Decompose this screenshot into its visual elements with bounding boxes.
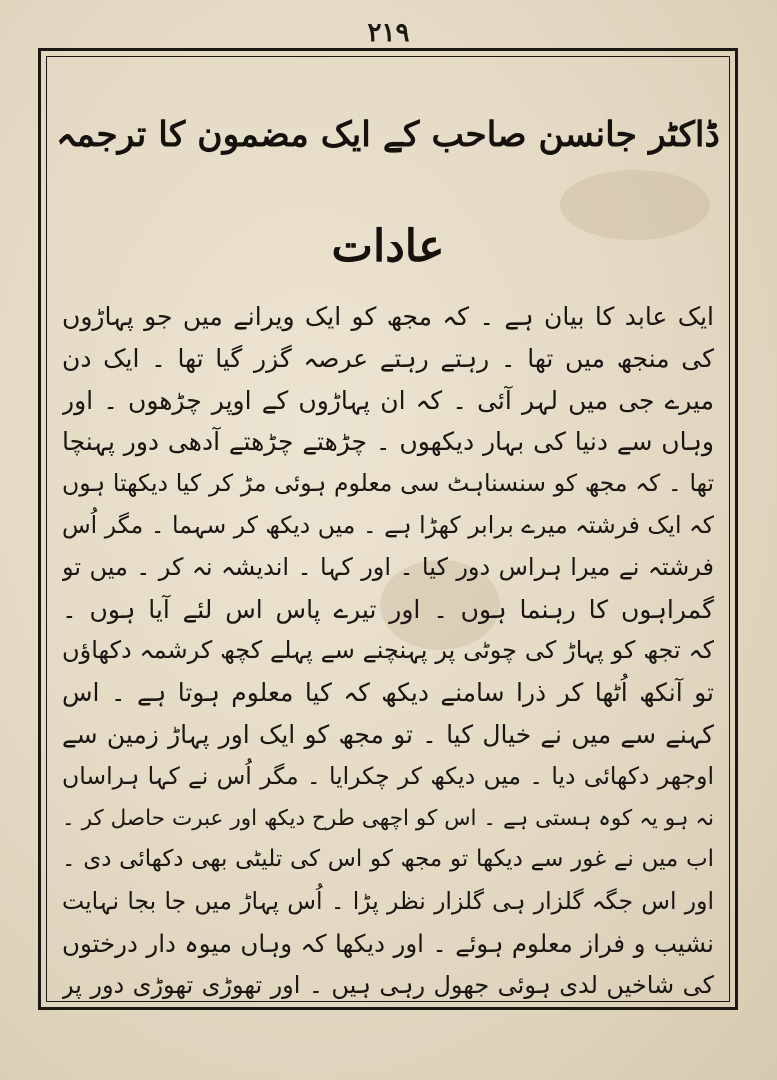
- body-line: میرے جی میں لہر آئی ۔ کہ ان پہاڑوں کے اوپر چڑھوں ۔ اور: [62, 385, 714, 415]
- body-line: کی منجھ میں تھا ۔ رہتے رہتے عرصہ گزر گیا تھا ۔ ایک دن: [62, 343, 714, 373]
- body-line: اور اس جگہ گلزار ہی گلزار نظر پڑا ۔ اُس پہاڑ میں جا بجا نہایت: [62, 887, 714, 916]
- body-line: اوجھر دکھائی دیا ۔ میں دیکھ کر چکرایا ۔ مگر اُس نے کہا ہراساں: [62, 761, 714, 790]
- body-line: وہاں سے دنیا کی بہار دیکھوں ۔ چڑھتے چڑھتے آدھی دور پہنچا: [62, 427, 714, 457]
- page-number: ۲۱۹: [367, 18, 410, 48]
- body-line: تو آنکھ اُٹھا کر ذرا سامنے دیکھ کہ کیا معلوم ہوتا ہے ۔ اس: [62, 678, 714, 708]
- body-line: کہنے سے میں نے خیال کیا ۔ تو مجھ کو ایک اور پہاڑ زمین سے: [62, 719, 714, 749]
- body-line: نہ ہو یہ کوہ ہستی ہے ۔ اس کو اچھی طرح دیکھ اور عبرت حاصل کر ۔: [62, 805, 714, 831]
- body-line: گمراہوں کا رہنما ہوں ۔ اور تیرے پاس اس لئے آیا ہوں ۔: [62, 594, 714, 624]
- body-line: اب میں نے غور سے دیکھا تو مجھ کو اس کی تلیٹی بھی دکھائی دی ۔: [62, 846, 714, 873]
- body-line: کہ تجھ کو پہاڑ کی چوٹی پر پہنچنے سے پہلے کچھ کرشمہ دکھاؤں: [62, 636, 714, 665]
- body-line: کہ ایک فرشتہ میرے برابر کھڑا ہے ۔ میں دیکھ کر سہما ۔ مگر اُس: [62, 510, 714, 539]
- body-line: ایک عابد کا بیان ہے ۔ کہ مجھ کو ایک ویرانے میں جو پہاڑوں: [62, 302, 714, 331]
- body-line: کی شاخیں لدی ہوئی جھول رہی ہیں ۔ اور تھوڑی تھوڑی دور پر: [62, 970, 714, 999]
- article-body: [62, 296, 714, 1007]
- article-subtitle: عادات: [331, 221, 445, 272]
- body-line: تھا ۔ کہ مجھ کو سنسناہٹ سی معلوم ہوئی مڑ کر کیا دیکھتا ہوں: [62, 469, 714, 498]
- body-line: فرشتہ نے میرا ہراس دور کیا ۔ اور کہا ۔ اندیشہ نہ کر ۔ میں تو: [62, 552, 714, 581]
- body-line: نشیب و فراز معلوم ہوئے ۔ اور دیکھا کہ وہاں میوہ دار درختوں: [62, 928, 714, 958]
- article-title: ڈاکٹر جانسن صاحب کے ایک مضمون کا ترجمہ: [56, 115, 720, 155]
